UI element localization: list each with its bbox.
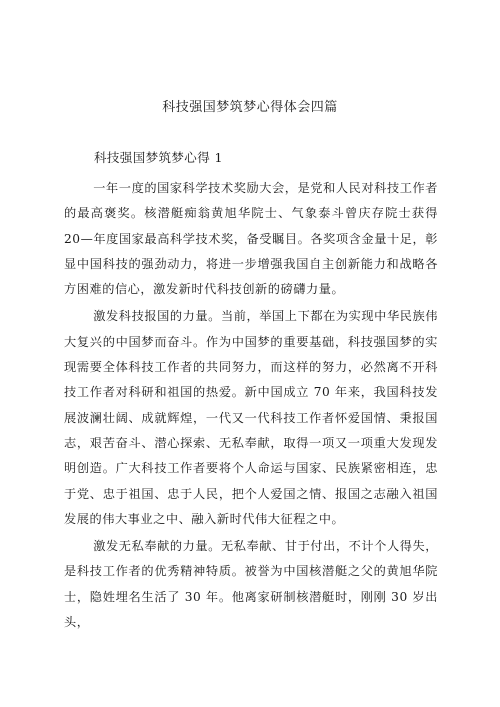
document-title: 科技强国梦筑梦心得体会四篇 <box>162 100 338 115</box>
paragraph: 激发科技报国的力量。当前，举国上下都在为实现中华民族伟大复兴的中国梦而奋斗。作为中国梦的重要基础，科技强国梦的实现需要全体科技工作者的共同努力，而这样的努力，必然离不开科技工作者对科研和祖国的热爱。新中国成立 70 年来，我国科技发展波澜壮阔、成就辉煌，一代又一代科技工作者怀爱国情、秉报国志，艰苦奋斗、潜心探索、无私奉献，取得一项又一项重大发现发明创造。广大科技工作者要将个人命运与国家、民族紧密相连，忠于党、忠于祖国、忠于人民，把个人爱国之情、报国之志融入祖国发展的伟大事业之中、融入新时代伟大征程之中。 <box>64 309 438 526</box>
section-heading: 科技强国梦筑梦心得 1 <box>94 150 223 165</box>
paragraph: 激发无私奉献的力量。无私奉献、甘于付出，不计个人得失，是科技工作者的优秀精神特质。被誉为中国核潜艇之父的黄旭华院士，隐姓埋名生活了 30 年。他离家研制核潜艇时，刚刚 30 岁出头， <box>64 539 438 630</box>
paragraph: 一年一度的国家科学技术奖励大会，是党和人民对科技工作者的最高褒奖。核潜艇痴翁黄旭华院士、气象泰斗曾庆存院士获得 20—年度国家最高科学技术奖，备受瞩目。各奖项含金量十足，彰显中国科技的强劲动力，将进一步增强我国自主创新能力和战略各方困难的信心，激发新时代科技创新的磅礴力量。 <box>64 181 438 297</box>
document-body <box>64 176 438 635</box>
